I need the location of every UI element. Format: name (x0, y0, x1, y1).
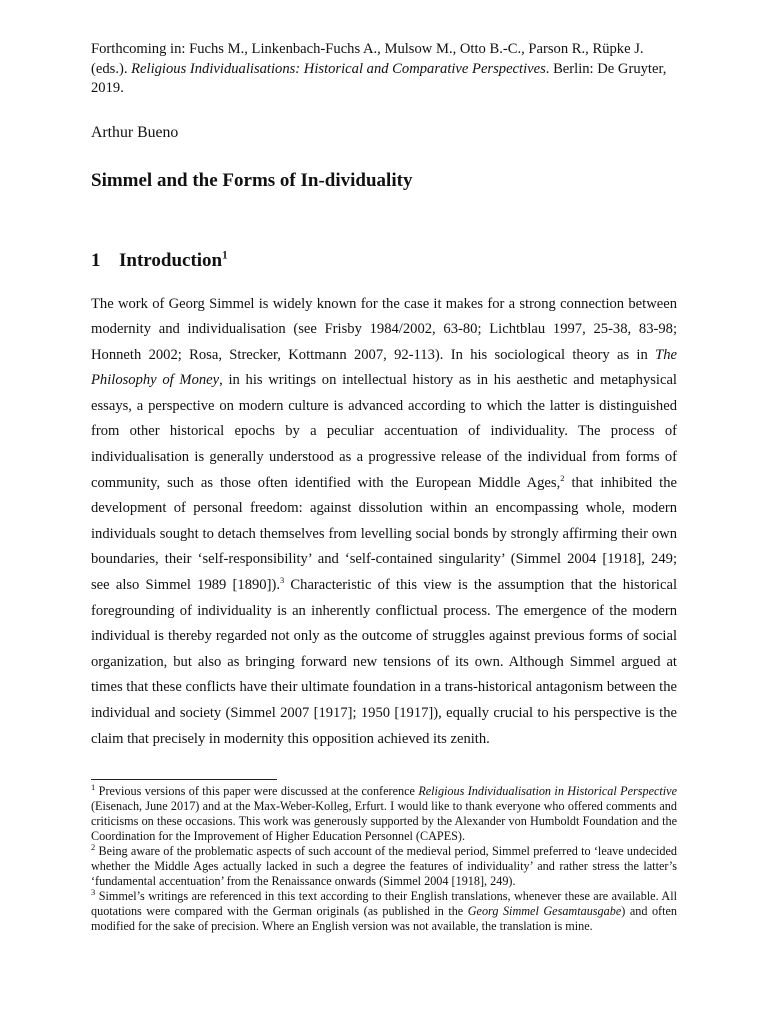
author-name: Arthur Bueno (91, 123, 179, 141)
paper-page (91, 40, 677, 934)
section-title: Introduction (119, 249, 223, 271)
body-text-2: , in his writings on intellectual history as in his aesthetic and metaphysical essays, a perspective on modern culture is advanced according to which the latter is distinguished from other historical epochs by a peculiar accentuation of individuality. The process of individualisation is generally understood as a progressive release of the individual from forms of community, such as those often identified with the European Middle Ages, (91, 372, 677, 491)
body-text-1: The work of Georg Simmel is widely known for the case it makes for a strong connection between modernity and individualisation (see Frisby 1984/2002, 63-80; Lichtblau 1997, 25-38, 83-98; Honneth 2002; Rosa, Strecker, Kottmann 2007, 92-113). In his sociological theory as in (91, 295, 677, 363)
footnote-2 (91, 844, 677, 889)
footnote-divider (91, 779, 277, 780)
footnote-2-text: Being aware of the problematic aspects of such account of the medieval period, Simmel preferred to ‘leave undecided whether the Middle Ages actually lacked in such a degree the features of individuality’ and rather stress the latter’s ‘fundamental accentuation’ from the Renaissance onwards (Simmel 2004 [1918], 249). (91, 844, 677, 889)
section-number: 1 (91, 249, 101, 271)
footnote-mark-2: 2 (91, 842, 96, 853)
publication-note-prefix: Forthcoming in: Fuchs M., Linkenbach-Fuchs A., Mulsow M., Otto B.-C., Parson R., Rüpke J. (eds.). (91, 41, 644, 77)
footnote-3-text-a: Simmel’s writings are referenced in this text according to their English translations, whenever these are available. All quotations were compared with the German originals (as published in the (91, 889, 677, 919)
footnote-3 (91, 889, 677, 934)
body-text-4: Characteristic of this view is the assumption that the historical foregrounding of individuality is an inherently conflictual process. The emergence of the modern individual is thereby regarded not only as the outcome of struggles against previous forms of social organization, but also as bringing forward new tensions of its own. Although Simmel argued at times that these conflicts have their ultimate foundation in a trans-historical antagonism between the individual and society (Simmel 2007 [1917]; 1950 [1917]), equally crucial to his perspective is the claim that precisely in modernity this opposition achieved its zenith. (91, 577, 677, 747)
body-text-3: that inhibited the development of personal freedom: against dissolution within an encompassing whole, modern individuals sought to detach themselves from levelling social bonds by strongly affirming their own boundaries, their ‘self-responsibility’ and ‘self-contained singularity’ (Simmel 2004 [1918], 249; see also Simmel 1989 [1890]). (91, 474, 678, 594)
footnote-mark-1: 1 (91, 782, 96, 793)
body-paragraph (91, 292, 677, 753)
footnote-mark-3: 3 (91, 887, 96, 898)
footnote-1-text-a: Previous versions of this paper were discussed at the conference (95, 784, 419, 799)
footnote-1 (91, 784, 677, 844)
publication-note-suffix: . Berlin: De Gruyter, 2019. (91, 60, 667, 96)
footnote-1-text-b: (Eisenach, June 2017) and at the Max-Weber-Kolleg, Erfurt. I would like to thank everyone who offered comments and criticisms on these occasions. This work was generously supported by the Alexander von Humboldt Foundation and the Coordination for the Improvement of Higher Education Personnel (CAPES). (91, 799, 677, 844)
footnote-ref-1[interactable]: 1 (222, 249, 228, 262)
book-title: Religious Individualisations: Historical and Comparative Perspectives (131, 60, 546, 77)
conference-title: Religious Individualisation in Historical Perspective (418, 784, 677, 799)
section-heading (91, 249, 677, 273)
book-reference: The Philosophy of Money (91, 346, 677, 389)
publication-note (91, 40, 677, 99)
footnote-3-text-b: ) and often modified for the sake of precision. Where an English version was not available, the translation is mine. (91, 904, 677, 934)
footnote-ref-3[interactable]: 3 (279, 575, 285, 586)
collected-works-title: Georg Simmel Gesamtausgabe (467, 904, 622, 919)
paper-title: Simmel and the Forms of In-dividuality (91, 169, 413, 191)
footnote-ref-2[interactable]: 2 (560, 472, 565, 483)
